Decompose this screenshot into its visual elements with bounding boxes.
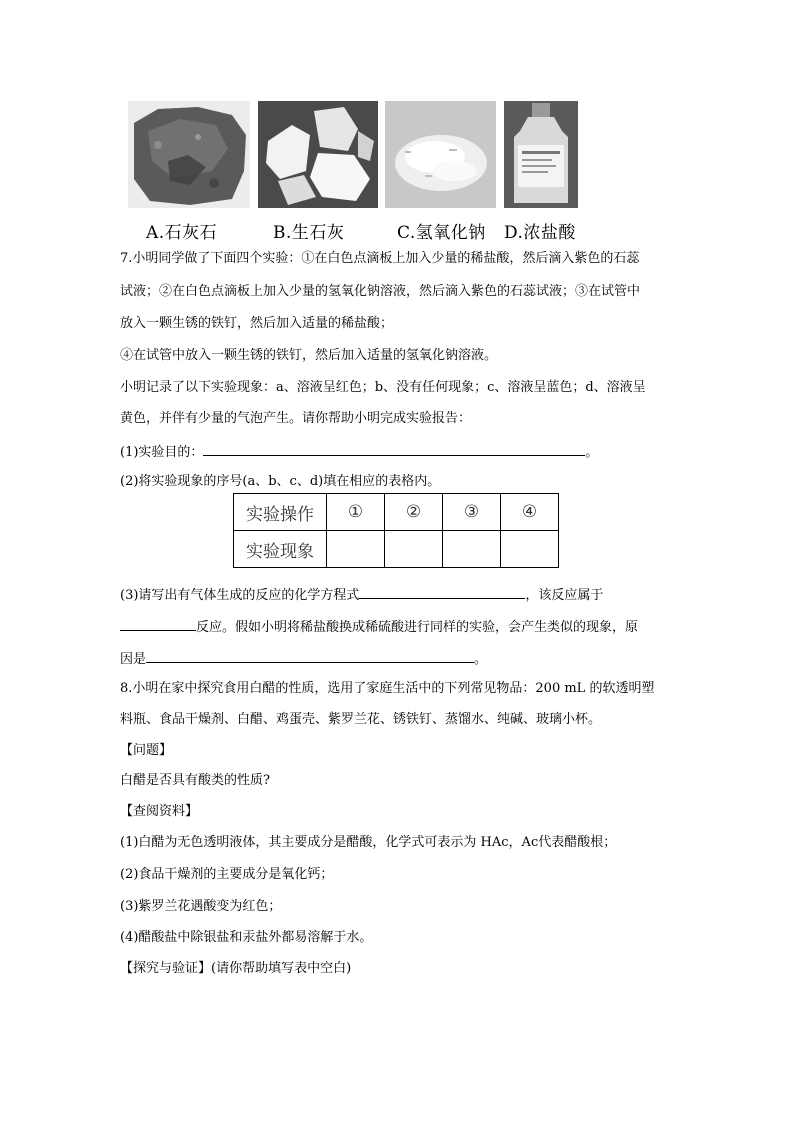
caption-hydrochloric-acid: D.浓盐酸 bbox=[504, 223, 576, 243]
experiment-table bbox=[233, 493, 559, 568]
equation-answer-blank[interactable] bbox=[359, 584, 525, 599]
q8-reference-4: (4)醋酸盐中除银盐和汞盐外都易溶解于水。 bbox=[120, 930, 373, 945]
purpose-answer-blank[interactable] bbox=[203, 441, 585, 456]
quicklime-image bbox=[258, 101, 378, 208]
q8-line-1: 8.小明在家中探究食用白醋的性质，选用了家庭生活中的下列常见物品：200 mL 的软透明塑 bbox=[120, 681, 655, 696]
op-2: ② bbox=[385, 494, 443, 531]
row-head-operation: 实验操作 bbox=[234, 494, 327, 531]
reason-answer-blank[interactable] bbox=[146, 648, 474, 663]
phenomenon-cell-3[interactable] bbox=[443, 531, 501, 568]
q7-item-1 bbox=[120, 441, 598, 462]
q7-item-2: (2)将实验现象的序号(a、b、c、d)填在相应的表格内。 bbox=[120, 474, 441, 489]
row-head-phenomenon: 实验现象 bbox=[234, 531, 327, 568]
table-row bbox=[234, 531, 559, 568]
hydrochloric-acid-bottle-image bbox=[504, 101, 578, 208]
q7-item-3-reason bbox=[120, 648, 487, 669]
item-3-end: 。 bbox=[474, 652, 488, 667]
q7-line-2: 试液；②在白色点滴板上加入少量的氢氧化钠溶液，然后滴入紫色的石蕊试液；③在试管中 bbox=[120, 284, 641, 299]
phenomenon-cell-2[interactable] bbox=[385, 531, 443, 568]
q8-heading-reference: 【查阅资料】 bbox=[120, 804, 199, 819]
q7-item-3 bbox=[120, 584, 603, 605]
op-3: ③ bbox=[443, 494, 501, 531]
item-3-text-a: (3)请写出有气体生成的反应的化学方程式 bbox=[120, 588, 360, 603]
table-row bbox=[234, 494, 559, 531]
q8-explore-note: (请你帮助填写表中空白) bbox=[211, 961, 352, 976]
q7-line-1: 7.小明同学做了下面四个实验：①在白色点滴板上加入少量的稀盐酸，然后滴入紫色的石蕊 bbox=[120, 251, 640, 266]
item-3-text-b: ，该反应属于 bbox=[525, 588, 604, 603]
op-1: ① bbox=[327, 494, 385, 531]
limestone-image bbox=[128, 101, 250, 208]
q7-line-4: ④在试管中放入一颗生锈的铁钉，然后加入适量的氢氧化钠溶液。 bbox=[120, 348, 498, 363]
reaction-type-blank[interactable] bbox=[120, 616, 196, 631]
phenomenon-cell-4[interactable] bbox=[501, 531, 559, 568]
q7-item-3-cont bbox=[120, 616, 638, 637]
caption-limestone: A.石灰石 bbox=[146, 223, 218, 243]
q8-reference-1: (1)白醋为无色透明液体，其主要成分是醋酸，化学式可表示为 HAc，Ac代表醋酸根； bbox=[120, 835, 617, 850]
phenomenon-cell-1[interactable] bbox=[327, 531, 385, 568]
q8-explore bbox=[120, 960, 351, 978]
q8-question: 白醋是否具有酸类的性质? bbox=[120, 773, 270, 788]
q7-line-3: 放入一颗生锈的铁钉，然后加入适量的稀盐酸； bbox=[120, 316, 394, 331]
item-3-text-d: 因是 bbox=[120, 652, 147, 667]
q8-reference-3: (3)紫罗兰花遇酸变为红色； bbox=[120, 899, 282, 914]
q8-reference-2: (2)食品干燥剂的主要成分是氧化钙； bbox=[120, 867, 334, 882]
q8-heading-question: 【问题】 bbox=[120, 743, 173, 758]
q7-line-5: 小明记录了以下实验现象：a、溶液呈红色；b、没有任何现象；c、溶液呈蓝色；d、溶液呈 bbox=[120, 380, 646, 395]
caption-quicklime: B.生石灰 bbox=[273, 223, 345, 243]
q7-line-6: 黄色，并伴有少量的气泡产生。请你帮助小明完成实验报告： bbox=[120, 411, 472, 426]
item-3-text-c: 反应。假如小明将稀盐酸换成稀硫酸进行同样的实验，会产生类似的现象，原 bbox=[196, 620, 639, 635]
item-1-label: (1)实验目的： bbox=[120, 445, 204, 460]
q8-line-2: 料瓶、食品干燥剂、白醋、鸡蛋壳、紫罗兰花、锈铁钉、蒸馏水、纯碱、玻璃小杯。 bbox=[120, 712, 602, 727]
op-4: ④ bbox=[501, 494, 559, 531]
caption-sodium-hydroxide: C.氢氧化钠 bbox=[397, 223, 486, 243]
q8-heading-explore: 【探究与验证】 bbox=[120, 961, 212, 976]
sodium-hydroxide-image bbox=[385, 101, 496, 208]
item-1-end: 。 bbox=[585, 445, 599, 460]
